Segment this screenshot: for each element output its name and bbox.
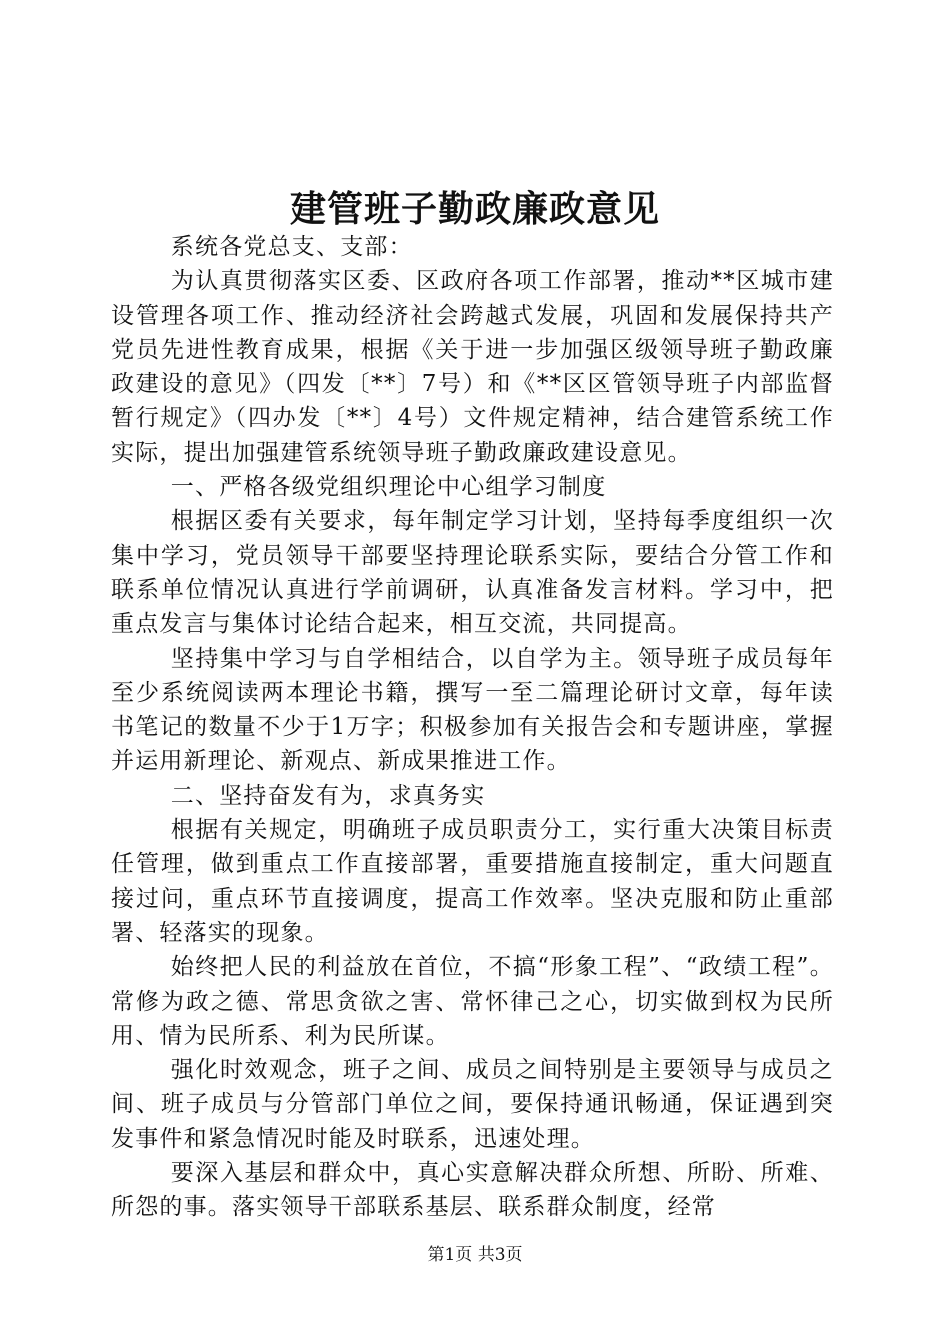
document-title: 建管班子勤政廉政意见 bbox=[289, 188, 660, 230]
document-body bbox=[111, 230, 834, 1225]
paragraph: 坚持集中学习与自学相结合，以自学为主。领导班子成员每年至少系统阅读两本理论书籍，撰写一至二篇理论研讨文章，每年读书笔记的数量不少于1万字；积极参加有关报告会和专题讲座，掌握并运用新理论、新观点、新成果推进工作。 bbox=[111, 645, 834, 775]
section-heading-2: 二、坚持奋发有为，求真务实 bbox=[170, 782, 486, 809]
paragraph: 根据区委有关要求，每年制定学习计划，坚持每季度组织一次集中学习，党员领导干部要坚持理论联系实际，要结合分管工作和联系单位情况认真进行学前调研，认真准备发言材料。学习中，把重点发言与集体讨论结合起来，相互交流，共同提高。 bbox=[111, 508, 834, 638]
paragraph: 强化时效观念，班子之间、成员之间特别是主要领导与成员之间、班子成员与分管部门单位之间，要保持通讯畅通，保证遇到突发事件和紧急情况时能及时联系，迅速处理。 bbox=[111, 1057, 834, 1152]
paragraph-salutation: 系统各党总支、支部： bbox=[170, 234, 413, 260]
paragraph: 根据有关规定，明确班子成员职责分工，实行重大决策目标责任管理，做到重点工作直接部署，重要措施直接制定，重大问题直接过问，重点环节直接调度，提高工作效率。坚决克服和防止重部署、轻落实的现象。 bbox=[111, 817, 834, 946]
page-number-footer: 第1页 共3页 bbox=[427, 1245, 523, 1265]
paragraph: 始终把人民的利益放在首位，不搞“形象工程”、“政绩工程”。常修为政之德、常思贪欲之害、常怀律己之心，切实做到权为民所用、情为民所系、利为民所谋。 bbox=[111, 954, 834, 1049]
paragraph-intro: 为认真贯彻落实区委、区政府各项工作部署，推动**区城市建设管理各项工作、推动经济社会跨越式发展，巩固和发展保持共产党员先进性教育成果，根据《关于进一步加强区级领导班子勤政廉政建设的意见》（四发〔**〕7号）和《**区区管领导班子内部监督暂行规定》（四办发〔**〕4号）文件规定精神，结合建管系统工作实际，提出加强建管系统领导班子勤政廉政建设意见。 bbox=[111, 268, 834, 466]
section-heading-1: 一、严格各级党组织理论中心组学习制度 bbox=[170, 474, 607, 501]
paragraph: 要深入基层和群众中，真心实意解决群众所想、所盼、所难、所怨的事。落实领导干部联系基层、联系群众制度，经常 bbox=[111, 1160, 834, 1221]
